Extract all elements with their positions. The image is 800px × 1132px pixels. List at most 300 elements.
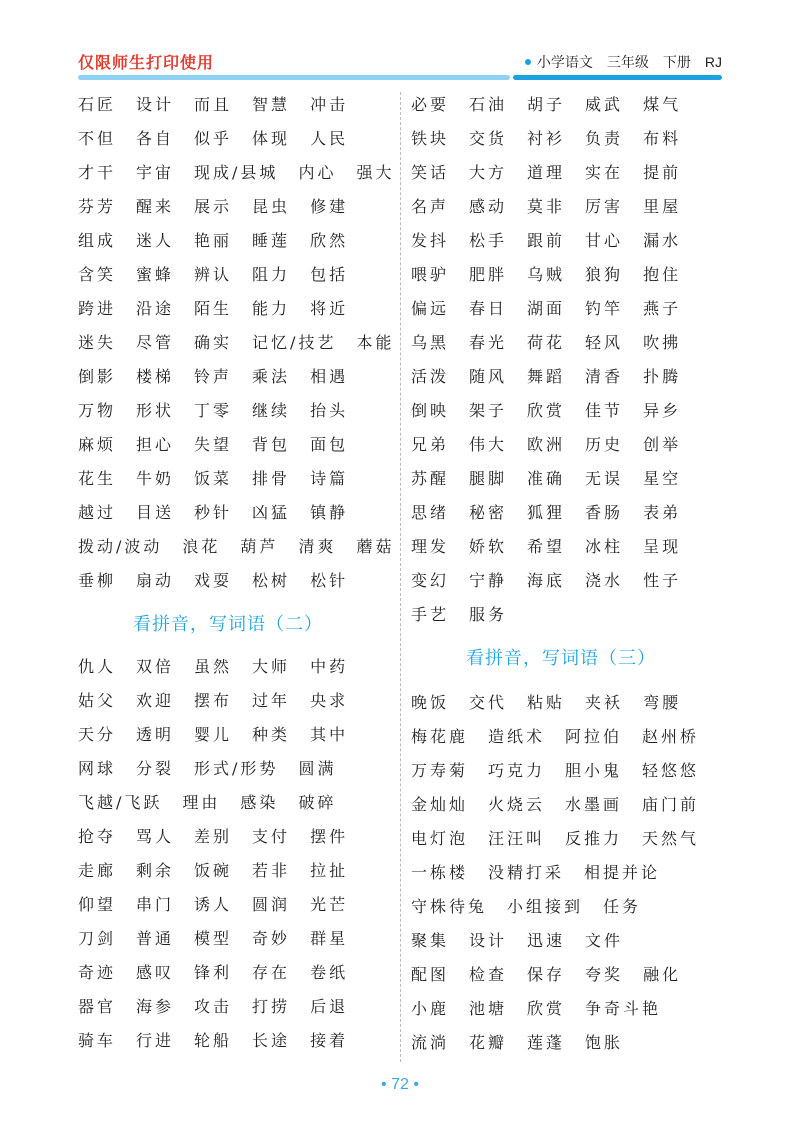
vocab-word: 金灿灿 [411,794,469,814]
word-row [78,784,394,818]
vocab-word: 兄弟 [411,434,450,454]
vocab-word: 迷失 [78,332,117,352]
vocab-word: 随风 [469,366,508,386]
vocab-word: 浪花 [182,536,221,556]
header-rule-light [78,75,510,80]
vocab-word: 感动 [469,196,508,216]
vocab-word: 梅花鹿 [411,726,469,746]
vocab-word: 葫芦 [240,536,279,556]
vocab-word: 将近 [310,298,349,318]
vocab-word: 光芒 [310,894,349,914]
vocab-word: 跟前 [527,230,566,250]
vocab-word: 蘑菇 [356,536,395,556]
vocab-word: 乌黑 [411,332,450,352]
vocab-word: 虽然 [194,656,233,676]
word-row [411,1024,711,1058]
vocab-word: 似乎 [194,128,233,148]
vocab-word: 担心 [136,434,175,454]
vocab-word: 垂柳 [78,570,117,590]
vocab-word: 活泼 [411,366,450,386]
vocab-word: 继续 [252,400,291,420]
vocab-word: 弯腰 [643,692,682,712]
section-heading-3: 看拼音，写词语（三） [466,648,656,668]
vocab-word: 必要 [411,94,450,114]
word-row [78,426,394,460]
vocab-word: 思绪 [411,502,450,522]
word-row [78,392,394,426]
section-heading-2: 看拼音，写词语（二） [133,614,323,634]
vocab-word: 小组接到 [507,896,584,916]
word-row [78,988,394,1022]
vocab-word: 背包 [252,434,291,454]
vocab-word: 诗篇 [310,468,349,488]
vocab-word: 而且 [194,94,233,114]
vocab-word: 赵州桥 [642,726,700,746]
word-row [411,528,711,562]
word-row [411,562,711,596]
vocab-word: 摆布 [194,690,233,710]
vocab-word: 融化 [643,964,682,984]
vocab-word: 睡莲 [252,230,291,250]
vocab-word: 巧克力 [488,760,546,780]
vocab-word: 内心 [298,162,337,182]
word-row [78,682,394,716]
vocab-word: 变幻 [411,570,450,590]
vocab-word: 欣赏 [527,998,566,1018]
vocab-word: 倒映 [411,400,450,420]
vocab-word: 修建 [310,196,349,216]
vocab-word: 反推力 [565,828,623,848]
right-column [411,86,711,1058]
word-row [78,290,394,324]
vocab-word: 确实 [194,332,233,352]
vocab-word: 香肠 [585,502,624,522]
vocab-word: 跨进 [78,298,117,318]
vocab-word: 串门 [136,894,175,914]
word-list-left-top [78,86,394,596]
vocab-word: 铃声 [194,366,233,386]
word-row [411,120,711,154]
edition-label: RJ [704,54,722,70]
vocab-word: 交代 [469,692,508,712]
vocab-word: 海底 [527,570,566,590]
word-row [78,120,394,154]
vocab-word: 抬头 [310,400,349,420]
vocab-word: 强大 [356,162,395,182]
grade-label: 三年级 [606,54,649,70]
vocab-word: 倒影 [78,366,117,386]
vocab-word: 吹拂 [643,332,682,352]
vocab-word: 才干 [78,162,117,182]
vocab-word: 轻悠悠 [642,760,700,780]
vocab-word: 欣然 [310,230,349,250]
vocab-word: 理由 [182,792,221,812]
word-row [411,188,711,222]
vocab-word: 万物 [78,400,117,420]
vocab-word: 肥胖 [469,264,508,284]
vocab-word: 甘心 [585,230,624,250]
vocab-word: 里屋 [643,196,682,216]
vocab-word: 中药 [310,656,349,676]
vocab-word: 铁块 [411,128,450,148]
word-row [411,154,711,188]
vocab-word: 花生 [78,468,117,488]
vocab-word: 狼狗 [585,264,624,284]
vocab-word: 实在 [585,162,624,182]
vocab-word: 人民 [310,128,349,148]
word-row [411,854,711,888]
page-number: • 72 • [381,1076,419,1093]
vocab-word: 冲击 [310,94,349,114]
vocab-word: 保存 [527,964,566,984]
word-row [411,392,711,426]
watermark-text: 仅限师生打印使用 [78,55,215,72]
vocab-word: 分裂 [136,758,175,778]
vocab-word: 舞蹈 [527,366,566,386]
vocab-word: 春光 [469,332,508,352]
vocab-word: 伟大 [469,434,508,454]
vocab-word: 仇人 [78,656,117,676]
vocab-word: 天分 [78,724,117,744]
word-list-section-2 [78,648,394,1056]
word-row [78,222,394,256]
word-row [411,460,711,494]
vocab-word: 组成 [78,230,117,250]
vocab-word: 乘法 [252,366,291,386]
vocab-word: 卷纸 [310,962,349,982]
vocab-word: 丁零 [194,400,233,420]
vocab-word: 秘密 [469,502,508,522]
vocab-word: 长途 [252,1030,291,1050]
vocab-word: 飞越/飞跃 [78,792,163,812]
vocab-word: 准确 [527,468,566,488]
vocab-word: 莫非 [527,196,566,216]
word-row [78,358,394,392]
vocab-word: 昆虫 [252,196,291,216]
vocab-word: 抱住 [643,264,682,284]
vocab-word: 破碎 [298,792,337,812]
vocab-word: 流淌 [411,1032,450,1052]
word-row [411,956,711,990]
word-row [411,86,711,120]
word-row [78,562,394,596]
vocab-word: 布料 [643,128,682,148]
vocab-word: 轮船 [194,1030,233,1050]
vocab-word: 央求 [310,690,349,710]
vocab-word: 器官 [78,996,117,1016]
word-row [78,818,394,852]
vocab-word: 艳丽 [194,230,233,250]
word-row [411,888,711,922]
vocab-word: 镇静 [310,502,349,522]
vocab-word: 异乡 [643,400,682,420]
vocab-word: 扑腾 [643,366,682,386]
vocab-word: 透明 [136,724,175,744]
word-row [411,596,711,630]
vocab-word: 宇宙 [136,162,175,182]
vocab-word: 其中 [310,724,349,744]
word-row [411,290,711,324]
vocab-word: 醒来 [136,196,175,216]
vocab-word: 腿脚 [469,468,508,488]
word-row [78,324,394,358]
vocab-word: 欢迎 [136,690,175,710]
vocab-word: 打捞 [252,996,291,1016]
vocab-word: 清香 [585,366,624,386]
vocab-word: 走廊 [78,860,117,880]
word-row [411,256,711,290]
vocab-word: 火烧云 [488,794,546,814]
vocab-word: 池塘 [469,998,508,1018]
word-row [411,222,711,256]
vocab-word: 过年 [252,690,291,710]
vocab-word: 形状 [136,400,175,420]
subject-label: 小学语文 [536,54,593,70]
vocab-word: 衬衫 [527,128,566,148]
vocab-word: 记忆/技艺 [252,332,337,352]
word-row [78,852,394,886]
word-row [411,684,711,718]
vocab-word: 目送 [136,502,175,522]
vocab-word: 守株待兔 [411,896,488,916]
vocab-word: 表弟 [643,502,682,522]
word-row [78,1022,394,1056]
vocab-word: 手艺 [411,604,450,624]
vocab-word: 群星 [310,928,349,948]
vocab-word: 苏醒 [411,468,450,488]
header-rule-dark [513,75,722,80]
vocab-word: 饱胀 [585,1032,624,1052]
word-row [78,86,394,120]
vocab-word: 娇软 [469,536,508,556]
vocab-word: 交货 [469,128,508,148]
word-row [78,886,394,920]
vocab-word: 胆小鬼 [565,760,623,780]
word-row [78,750,394,784]
vocab-word: 差别 [194,826,233,846]
vocab-word: 笑话 [411,162,450,182]
vocab-word: 本能 [356,332,395,352]
vocab-word: 迅速 [527,930,566,950]
word-row [411,358,711,392]
vocab-word: 体现 [252,128,291,148]
vocab-word: 夹袄 [585,692,624,712]
word-row [411,990,711,1024]
vocab-word: 石油 [469,94,508,114]
vocab-word: 刀剑 [78,928,117,948]
vocab-word: 摆件 [310,826,349,846]
vocab-word: 性子 [643,570,682,590]
vocab-word: 辨认 [194,264,233,284]
vocab-word: 创举 [643,434,682,454]
vocab-word: 含笑 [78,264,117,284]
vocab-word: 芬芳 [78,196,117,216]
vocab-word: 佳节 [585,400,624,420]
vocab-word: 星空 [643,468,682,488]
vocab-word: 希望 [527,536,566,556]
vocab-word: 文件 [585,930,624,950]
vocab-word: 设计 [469,930,508,950]
vocab-word: 蜜蜂 [136,264,175,284]
vocab-word: 松针 [310,570,349,590]
vocab-word: 抢夺 [78,826,117,846]
vocab-word: 后退 [310,996,349,1016]
vocab-word: 现成/县城 [194,162,279,182]
vocab-word: 大师 [252,656,291,676]
vocab-word: 网球 [78,758,117,778]
word-row [78,188,394,222]
vocab-word: 发抖 [411,230,450,250]
vocab-word: 骂人 [136,826,175,846]
vocab-word: 接着 [310,1030,349,1050]
vocab-word: 相遇 [310,366,349,386]
vocab-word: 浇水 [585,570,624,590]
vocab-word: 感染 [240,792,279,812]
vocab-word: 架子 [469,400,508,420]
vocab-word: 欧洲 [527,434,566,454]
vocab-word: 失望 [194,434,233,454]
word-row [78,716,394,750]
word-row [411,324,711,358]
book-info [525,52,722,72]
vocab-word: 夸奖 [585,964,624,984]
vocab-word: 电灯泡 [411,828,469,848]
vocab-word: 万寿菊 [411,760,469,780]
vocab-word: 粘贴 [527,692,566,712]
bullet-dot-icon [525,59,531,65]
vocab-word: 饭碗 [194,860,233,880]
vocab-word: 呈现 [643,536,682,556]
vocab-word: 荷花 [527,332,566,352]
vocab-word: 历史 [585,434,624,454]
vocab-word: 天然气 [642,828,700,848]
vocab-word: 设计 [136,94,175,114]
vocab-word: 理发 [411,536,450,556]
vocab-word: 冰柱 [585,536,624,556]
vocab-word: 凶猛 [252,502,291,522]
word-row [78,920,394,954]
vocab-word: 存在 [252,962,291,982]
vocab-word: 任务 [603,896,642,916]
vocab-word: 晚饭 [411,692,450,712]
vocab-word: 无误 [585,468,624,488]
vocab-word: 若非 [252,860,291,880]
vocab-word: 各自 [136,128,175,148]
word-row [411,426,711,460]
vocab-word: 阻力 [252,264,291,284]
vocab-word: 包括 [310,264,349,284]
vocab-word: 小鹿 [411,998,450,1018]
word-row [78,256,394,290]
vocab-word: 偏远 [411,298,450,318]
vocab-word: 争奇斗艳 [585,998,662,1018]
vocab-word: 支付 [252,826,291,846]
vocab-word: 狐狸 [527,502,566,522]
word-row [78,954,394,988]
word-row [411,494,711,528]
left-column [78,86,394,1056]
vocab-word: 迷人 [136,230,175,250]
vocab-word: 乌贼 [527,264,566,284]
vocab-word: 花瓣 [469,1032,508,1052]
vocab-word: 宁静 [469,570,508,590]
vocab-word: 汪汪叫 [488,828,546,848]
vocab-word: 春日 [469,298,508,318]
vocab-word: 圆满 [298,758,337,778]
vocab-word: 尽管 [136,332,175,352]
vocab-word: 煤气 [643,94,682,114]
vocab-word: 模型 [194,928,233,948]
vocab-word: 奇妙 [252,928,291,948]
vocab-word: 配图 [411,964,450,984]
vocab-word: 诱人 [194,894,233,914]
vocab-word: 感叹 [136,962,175,982]
vocab-word: 提前 [643,162,682,182]
word-row [78,528,394,562]
column-divider [400,92,401,1062]
vocab-word: 大方 [469,162,508,182]
word-row [411,786,711,820]
word-row [78,460,394,494]
vocab-word: 奇迹 [78,962,117,982]
word-list-section-3 [411,684,711,1058]
volume-label: 下册 [662,54,691,70]
vocab-word: 负责 [585,128,624,148]
vocab-word: 相提并论 [584,862,661,882]
vocab-word: 婴儿 [194,724,233,744]
word-row [78,648,394,682]
vocab-word: 服务 [469,604,508,624]
vocab-word: 道理 [527,162,566,182]
vocab-word: 检查 [469,964,508,984]
vocab-word: 秒针 [194,502,233,522]
vocab-word: 欣赏 [527,400,566,420]
vocab-word: 湖面 [527,298,566,318]
vocab-word: 不但 [78,128,117,148]
vocab-word: 能力 [252,298,291,318]
vocab-word: 阿拉伯 [565,726,623,746]
vocab-word: 仰望 [78,894,117,914]
word-row [411,820,711,854]
vocab-word: 形式/形势 [194,758,279,778]
vocab-word: 莲蓬 [527,1032,566,1052]
vocab-word: 拉扯 [310,860,349,880]
vocab-word: 攻击 [194,996,233,1016]
vocab-word: 排骨 [252,468,291,488]
vocab-word: 厉害 [585,196,624,216]
vocab-word: 锋利 [194,962,233,982]
word-row [411,752,711,786]
vocab-word: 水墨画 [565,794,623,814]
vocab-word: 钓竿 [585,298,624,318]
vocab-word: 扇动 [136,570,175,590]
word-list-right-top [411,86,711,630]
vocab-word: 双倍 [136,656,175,676]
vocab-word: 庙门前 [642,794,700,814]
vocab-word: 陌生 [194,298,233,318]
word-row [411,718,711,752]
vocab-word: 展示 [194,196,233,216]
vocab-word: 越过 [78,502,117,522]
word-row [78,154,394,188]
vocab-word: 沿途 [136,298,175,318]
vocab-word: 拨动/波动 [78,536,163,556]
vocab-word: 没精打采 [488,862,565,882]
vocab-word: 戏耍 [194,570,233,590]
vocab-word: 清爽 [298,536,337,556]
vocab-word: 麻烦 [78,434,117,454]
vocab-word: 种类 [252,724,291,744]
